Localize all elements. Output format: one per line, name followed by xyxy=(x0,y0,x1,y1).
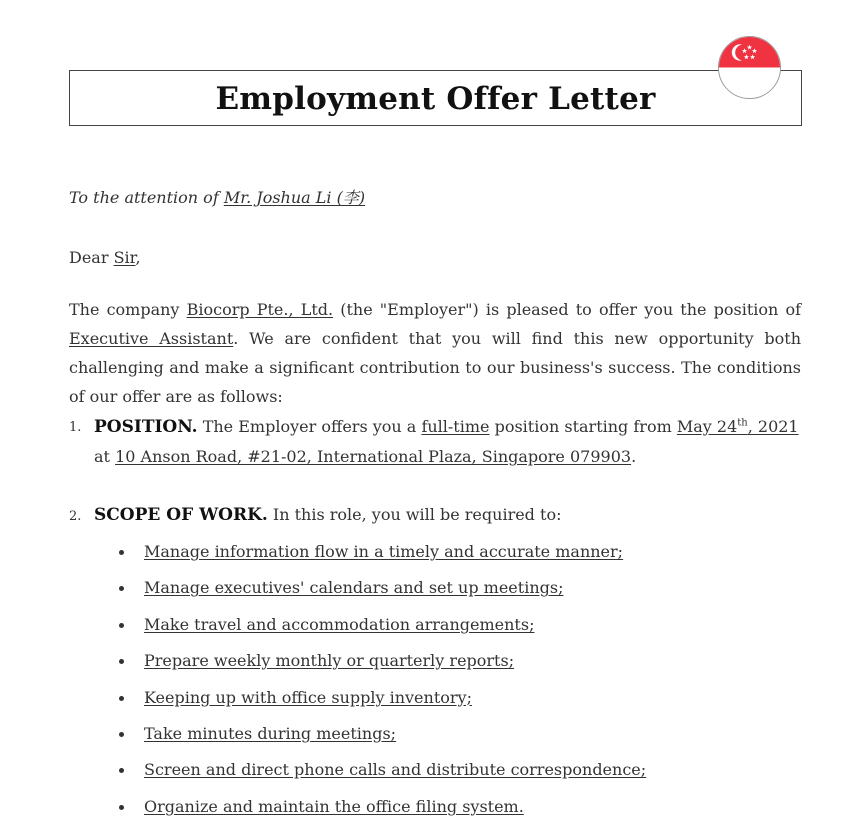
section-position xyxy=(94,412,801,472)
work-address: 10 Anson Road, #21-02, International Plaza, Singapore 079903 xyxy=(115,447,632,466)
list-item xyxy=(94,647,646,683)
bullet-icon xyxy=(119,623,124,628)
document-title: Employment Offer Letter xyxy=(215,81,656,117)
scope-text: In this role, you will be required to: xyxy=(272,505,562,524)
intro-paragraph xyxy=(69,295,801,411)
section-heading-position: POSITION. xyxy=(94,417,198,437)
recipient-name: Mr. Joshua Li (李) xyxy=(223,188,366,207)
list-item xyxy=(94,574,646,610)
position-text2: position starting from xyxy=(494,417,672,436)
duty-text: Prepare weekly monthly or quarterly reports; xyxy=(144,651,515,671)
salutation-title: Sir xyxy=(113,248,136,267)
bullet-icon xyxy=(119,768,124,773)
attention-line xyxy=(69,183,365,212)
duty-text: Organize and maintain the office filing system. xyxy=(144,796,524,816)
duty-text: Manage executives' calendars and set up meetings; xyxy=(144,578,564,598)
duties-list xyxy=(94,538,646,829)
list-item xyxy=(94,793,646,829)
start-date-suffix: th xyxy=(737,417,748,429)
intro-part2: (the "Employer") is pleased to offer you the position of xyxy=(340,300,801,319)
duty-text: Screen and direct phone calls and distribute correspondence; xyxy=(144,760,647,780)
title-box xyxy=(69,70,802,126)
list-item xyxy=(94,611,646,647)
section-heading-scope: SCOPE OF WORK. xyxy=(94,505,268,525)
employment-type: full-time xyxy=(421,417,490,436)
bullet-icon xyxy=(119,805,124,810)
section-number-scope: 2. xyxy=(69,509,82,524)
salutation xyxy=(69,243,141,272)
position-text1: The Employer offers you a xyxy=(202,417,417,436)
start-date xyxy=(677,417,799,436)
salutation-comma: , xyxy=(135,248,141,267)
bullet-icon xyxy=(119,696,124,701)
duty-text: Make travel and accommodation arrangements; xyxy=(144,614,535,634)
company-name: Biocorp Pte., Ltd. xyxy=(186,300,334,319)
duty-text: Keeping up with office supply inventory; xyxy=(144,687,472,707)
bullet-icon xyxy=(119,732,124,737)
section-number-position: 1. xyxy=(69,420,82,435)
position-title: Executive Assistant xyxy=(69,329,234,348)
position-end: . xyxy=(631,447,637,466)
position-text3: at xyxy=(94,447,110,466)
attention-prefix: To the attention of xyxy=(69,188,219,207)
intro-part3: . We are confident that you will find this new opportunity both challenging and make a significant contribution to our business's success. The conditions of our offer are as follows: xyxy=(69,329,802,406)
bullet-icon xyxy=(119,586,124,591)
bullet-icon xyxy=(119,550,124,555)
list-item xyxy=(94,684,646,720)
list-item xyxy=(94,538,646,574)
start-date-month-day: May 24 xyxy=(676,417,738,436)
section-scope xyxy=(94,500,801,530)
duty-text: Take minutes during meetings; xyxy=(144,723,397,743)
bullet-icon xyxy=(119,659,124,664)
start-date-year: , 2021 xyxy=(747,417,799,436)
salutation-dear: Dear xyxy=(69,248,109,267)
singapore-flag-icon xyxy=(718,36,781,99)
list-item xyxy=(94,756,646,792)
duty-text: Manage information flow in a timely and accurate manner; xyxy=(144,542,624,561)
list-item xyxy=(94,720,646,756)
intro-part1: The company xyxy=(69,300,180,319)
